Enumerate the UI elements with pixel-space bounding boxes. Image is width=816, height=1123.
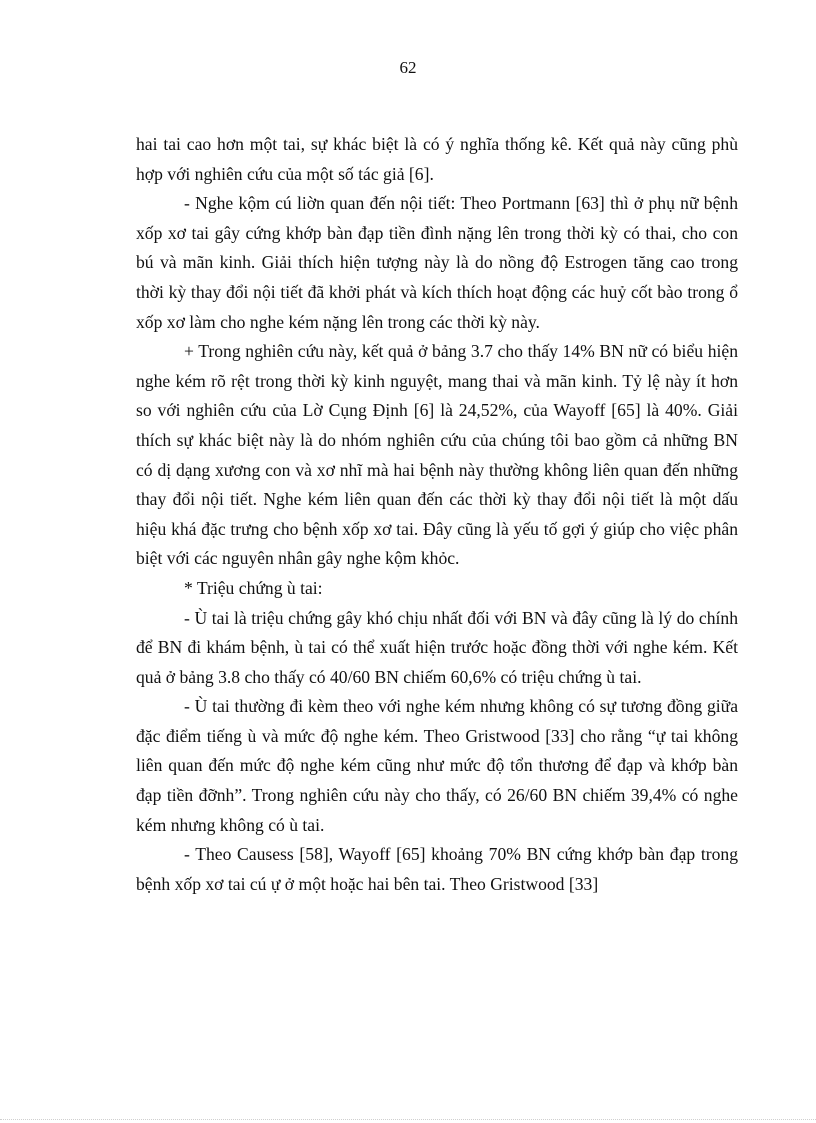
paragraph-endocrine-hearing-loss: - Nghe kộm cú liờn quan đến nội tiết: Theo Portmann [63] thì ở phụ nữ bệnh xốp xơ tai gây cứng khớp bàn đạp tiền đình nặng lên trong thời kỳ có thai, cho con bú và mãn kinh. Giải thích hiện tượng này là do nồng độ Estrogen tăng cao trong thời kỳ thay đổi nội tiết đã khởi phát và kích thích hoạt động các huỷ cốt bào trong ổ xốp xơ làm cho nghe kém nặng lên trong các thời kỳ này.: [136, 193, 738, 332]
heading-tinnitus: * Triệu chứng ù tai:: [184, 577, 323, 598]
paragraph-tinnitus-prevalence: - Theo Causess [58], Wayoff [65] khoảng 70% BN cứng khớp bàn đạp trong bệnh xốp xơ tai cú ự ở một hoặc hai bên tai. Theo Gristwood [33]: [136, 844, 738, 894]
page-body: [136, 130, 738, 899]
paragraph-continuation: hai tai cao hơn một tai, sự khác biệt là có ý nghĩa thống kê. Kết quả này cũng phù hợp với nghiên cứu của một số tác giả [6].: [136, 134, 738, 184]
paragraph-study-results: + Trong nghiên cứu này, kết quả ở bảng 3.7 cho thấy 14% BN nữ có biểu hiện nghe kém rõ rệt trong thời kỳ kinh nguyệt, mang thai và mãn kinh. Tỷ lệ này ít hơn so với nghiên cứu của Lờ Cụng Định [6] là 24,52%, của Wayoff [65] là 40%. Giải thích sự khác biệt này là do nhóm nghiên cứu của chúng tôi bao gồm cả những BN có dị dạng xương con và xơ nhĩ mà hai bệnh này thường không liên quan đến những thay đổi nội tiết. Nghe kém liên quan đến các thời kỳ thay đổi nội tiết là một dấu hiệu khá đặc trưng cho bệnh xốp xơ tai. Đây cũng là yếu tố gợi ý giúp cho việc phân biệt với các nguyên nhân gây nghe kộm khỏc.: [136, 341, 738, 569]
paragraph-tinnitus-symptom: - Ù tai là triệu chứng gây khó chịu nhất đối với BN và đây cũng là lý do chính để BN đi khám bệnh, ù tai có thể xuất hiện trước hoặc đồng thời với nghe kém. Kết quả ở bảng 3.8 cho thấy có 40/60 BN chiếm 60,6% có triệu chứng ù tai.: [136, 607, 738, 687]
page-number: 62: [399, 58, 417, 77]
page-bottom-divider: [0, 1119, 816, 1120]
paragraph-tinnitus-correlation: - Ù tai thường đi kèm theo với nghe kém nhưng không có sự tương đồng giữa đặc điểm tiếng ù và mức độ nghe kém. Theo Gristwood [33] cho rằng “ự tai không liên quan đến mức độ nghe kém cũng như mức độ tổn thương để đạp và khớp bàn đạp tiền đỡnh”. Trong nghiên cứu này cho thấy, có 26/60 BN chiếm 39,4% có nghe kém nhưng không có ù tai.: [136, 696, 738, 835]
